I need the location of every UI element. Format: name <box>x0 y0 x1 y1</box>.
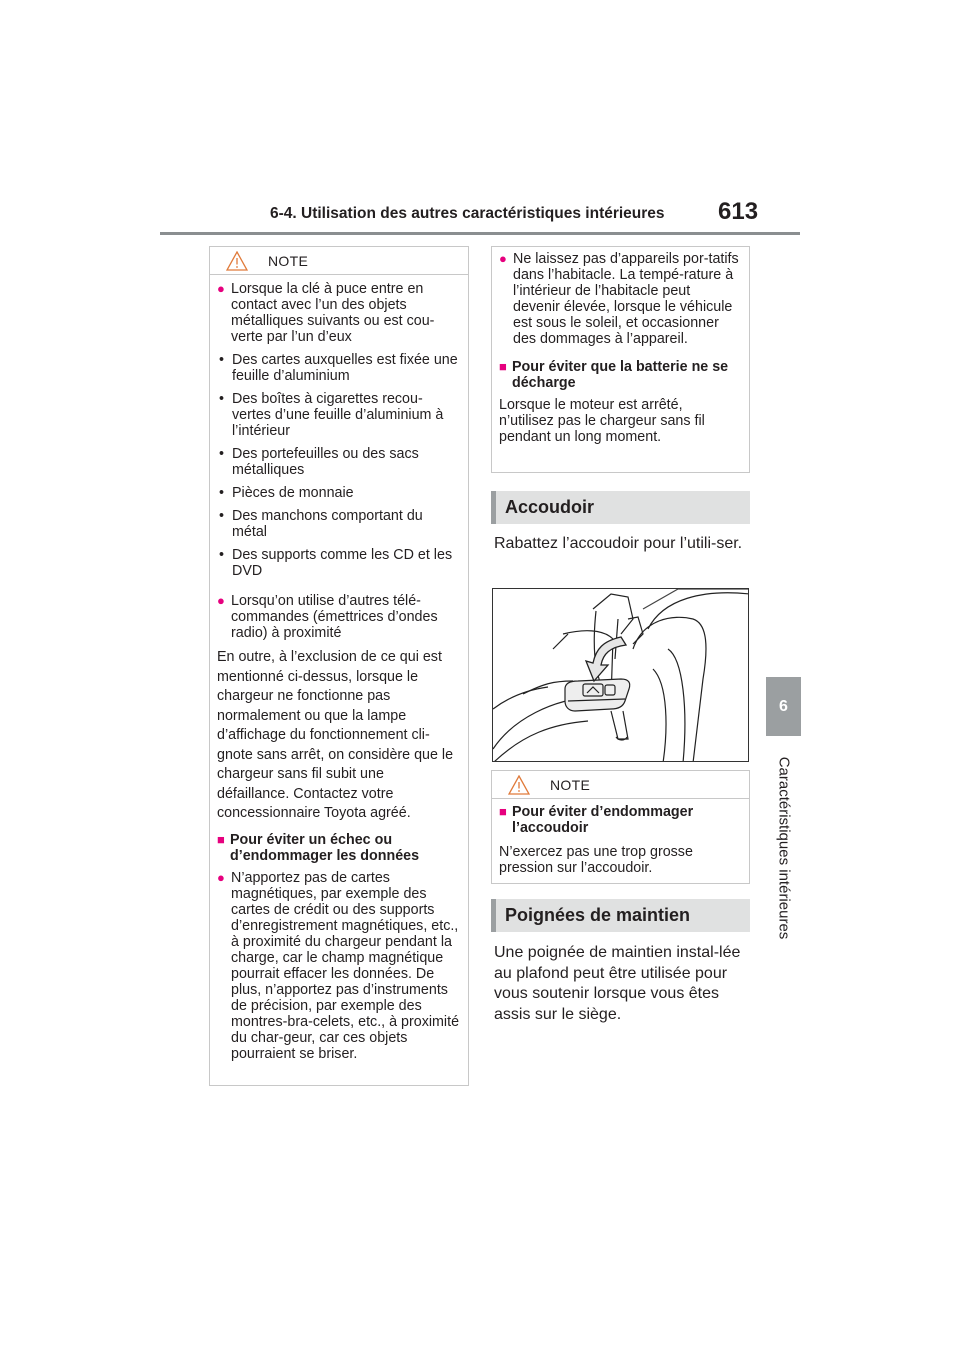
subheading-text: Pour éviter un échec ou d’endommager les données <box>230 831 420 864</box>
sub-item: • Des manchons comportant du métal <box>217 508 460 540</box>
page-number: 613 <box>718 198 759 225</box>
bullet-text: N’apportez pas de cartes magnétiques, par exemple des cartes de crédit ou des supports d’enregistrement magnétiques, etc., à proximité du chargeur pendant la charge, car le champ magnétique pourrait effacer les données. De plus, n’apportez pas d’instruments de précision, par exemple des montres-bra-celets, etc., à proximité du char-geur, car ces objets pourraient se briser. <box>231 869 460 1062</box>
fold-down-arrow-icon <box>586 637 626 681</box>
sub-item: • Des boîtes à cigarettes recou-vertes d’une feuille d’aluminium à l’intérieur <box>217 391 460 439</box>
subheading-text: Pour éviter que la batterie ne se décharge <box>512 359 729 391</box>
note-paragraph: En outre, à l’exclusion de ce qui est mentionné ci-dessus, lorsque le chargeur ne fonctionne pas normalement ou que la lampe d’affichage du fonctionnement cli-gnote sans arrêt, on considère que le chargeur sans fil subit une défaillance. Contactez votre concessionnaire Toyota agréé. <box>217 649 454 821</box>
right-note-continuation <box>491 246 750 473</box>
poignees-text: Une poignée de maintien instal-lée au plafond peut être utilisée pour vous soutenir lorsque vous êtes assis sur le siège. <box>494 944 741 1023</box>
chapter-label-wrap <box>766 738 801 958</box>
note-header <box>492 771 749 799</box>
bullet-item <box>499 251 741 347</box>
section-title: 6-4. Utilisation des autres caractéristiques intérieures <box>270 205 665 222</box>
accoudoir-note-box <box>491 770 750 884</box>
accoudoir-text: Rabattez l’accoudoir pour l’utili-ser. <box>494 535 743 552</box>
note-subheading <box>499 359 741 391</box>
bullet-text: Lorsqu’on utilise d’autres télé-commandes (émettrices d’ondes radio) à proximité <box>231 593 438 641</box>
bullet-item <box>217 593 460 641</box>
square-bullet-icon: ■ <box>499 359 507 374</box>
armrest-illustration <box>492 588 749 762</box>
note-subheading <box>499 804 741 836</box>
sub-item-text: Des manchons comportant du métal <box>232 508 423 540</box>
bullet-dot-icon: ● <box>499 251 507 266</box>
sub-item-text: Des cartes auxquelles est fixée une feuille d’aluminium <box>232 352 458 384</box>
section-heading-poignees: Poignées de maintien <box>491 899 750 932</box>
header-rule <box>160 232 800 235</box>
note-header <box>210 247 468 275</box>
chapter-label: Caractéristiques intérieures <box>775 756 792 940</box>
sub-item-text: Pièces de monnaie <box>232 485 354 501</box>
sub-item: • Des cartes auxquelles est fixée une feuille d’aluminium <box>217 352 460 384</box>
bullet-dot-icon: ● <box>217 593 225 608</box>
armrest-drawing <box>493 589 749 762</box>
sub-item-text: Des supports comme les CD et les DVD <box>232 547 453 579</box>
subheading-text: Pour éviter d’endommager l’accoudoir <box>512 804 694 836</box>
sub-item: • Des portefeuilles ou des sacs métalliques <box>217 446 460 478</box>
warning-icon <box>226 251 248 271</box>
note-title: NOTE <box>550 776 591 793</box>
note-title: NOTE <box>268 252 309 269</box>
square-bullet-icon: ■ <box>499 804 507 819</box>
bullet-text: Lorsque la clé à puce entre en contact avec l’un des objets métalliques suivants ou est cou-verte par l’un d’eux <box>231 281 435 345</box>
note-body <box>210 275 468 1062</box>
bullet-item <box>217 870 460 1062</box>
note-subheading <box>217 832 460 864</box>
section-heading-accoudoir: Accoudoir <box>491 491 750 524</box>
bullet-dot-icon: ● <box>217 281 225 296</box>
sub-item-text: Des portefeuilles ou des sacs métalliques <box>232 446 419 478</box>
sub-item: • Des supports comme les CD et les DVD <box>217 547 460 579</box>
note-body <box>492 799 749 876</box>
bullet-dot-icon: ● <box>217 869 225 885</box>
square-bullet-icon: ■ <box>217 831 225 847</box>
sub-item: • Pièces de monnaie <box>217 485 460 501</box>
warning-icon <box>508 775 530 795</box>
note-body <box>492 247 749 445</box>
chapter-tab: 6 <box>766 677 801 736</box>
note-text: Lorsque le moteur est arrêté, n’utilisez pas le chargeur sans fil pendant un long moment. <box>499 397 705 445</box>
left-note-box <box>209 246 469 1086</box>
bullet-text: Ne laissez pas d’appareils por-tatifs dans l’habitacle. La tempé-rature à l’intérieur de l’habitacle peut devenir élevée, lorsque le véhicule est sous le soleil, et occasionner des dommages à l’appareil. <box>513 251 739 347</box>
bullet-item <box>217 281 460 345</box>
sub-item-text: Des boîtes à cigarettes recou-vertes d’une feuille d’aluminium à l’intérieur <box>232 391 444 439</box>
note-text: N’exercez pas une trop grosse pression sur l’accoudoir. <box>499 844 693 876</box>
